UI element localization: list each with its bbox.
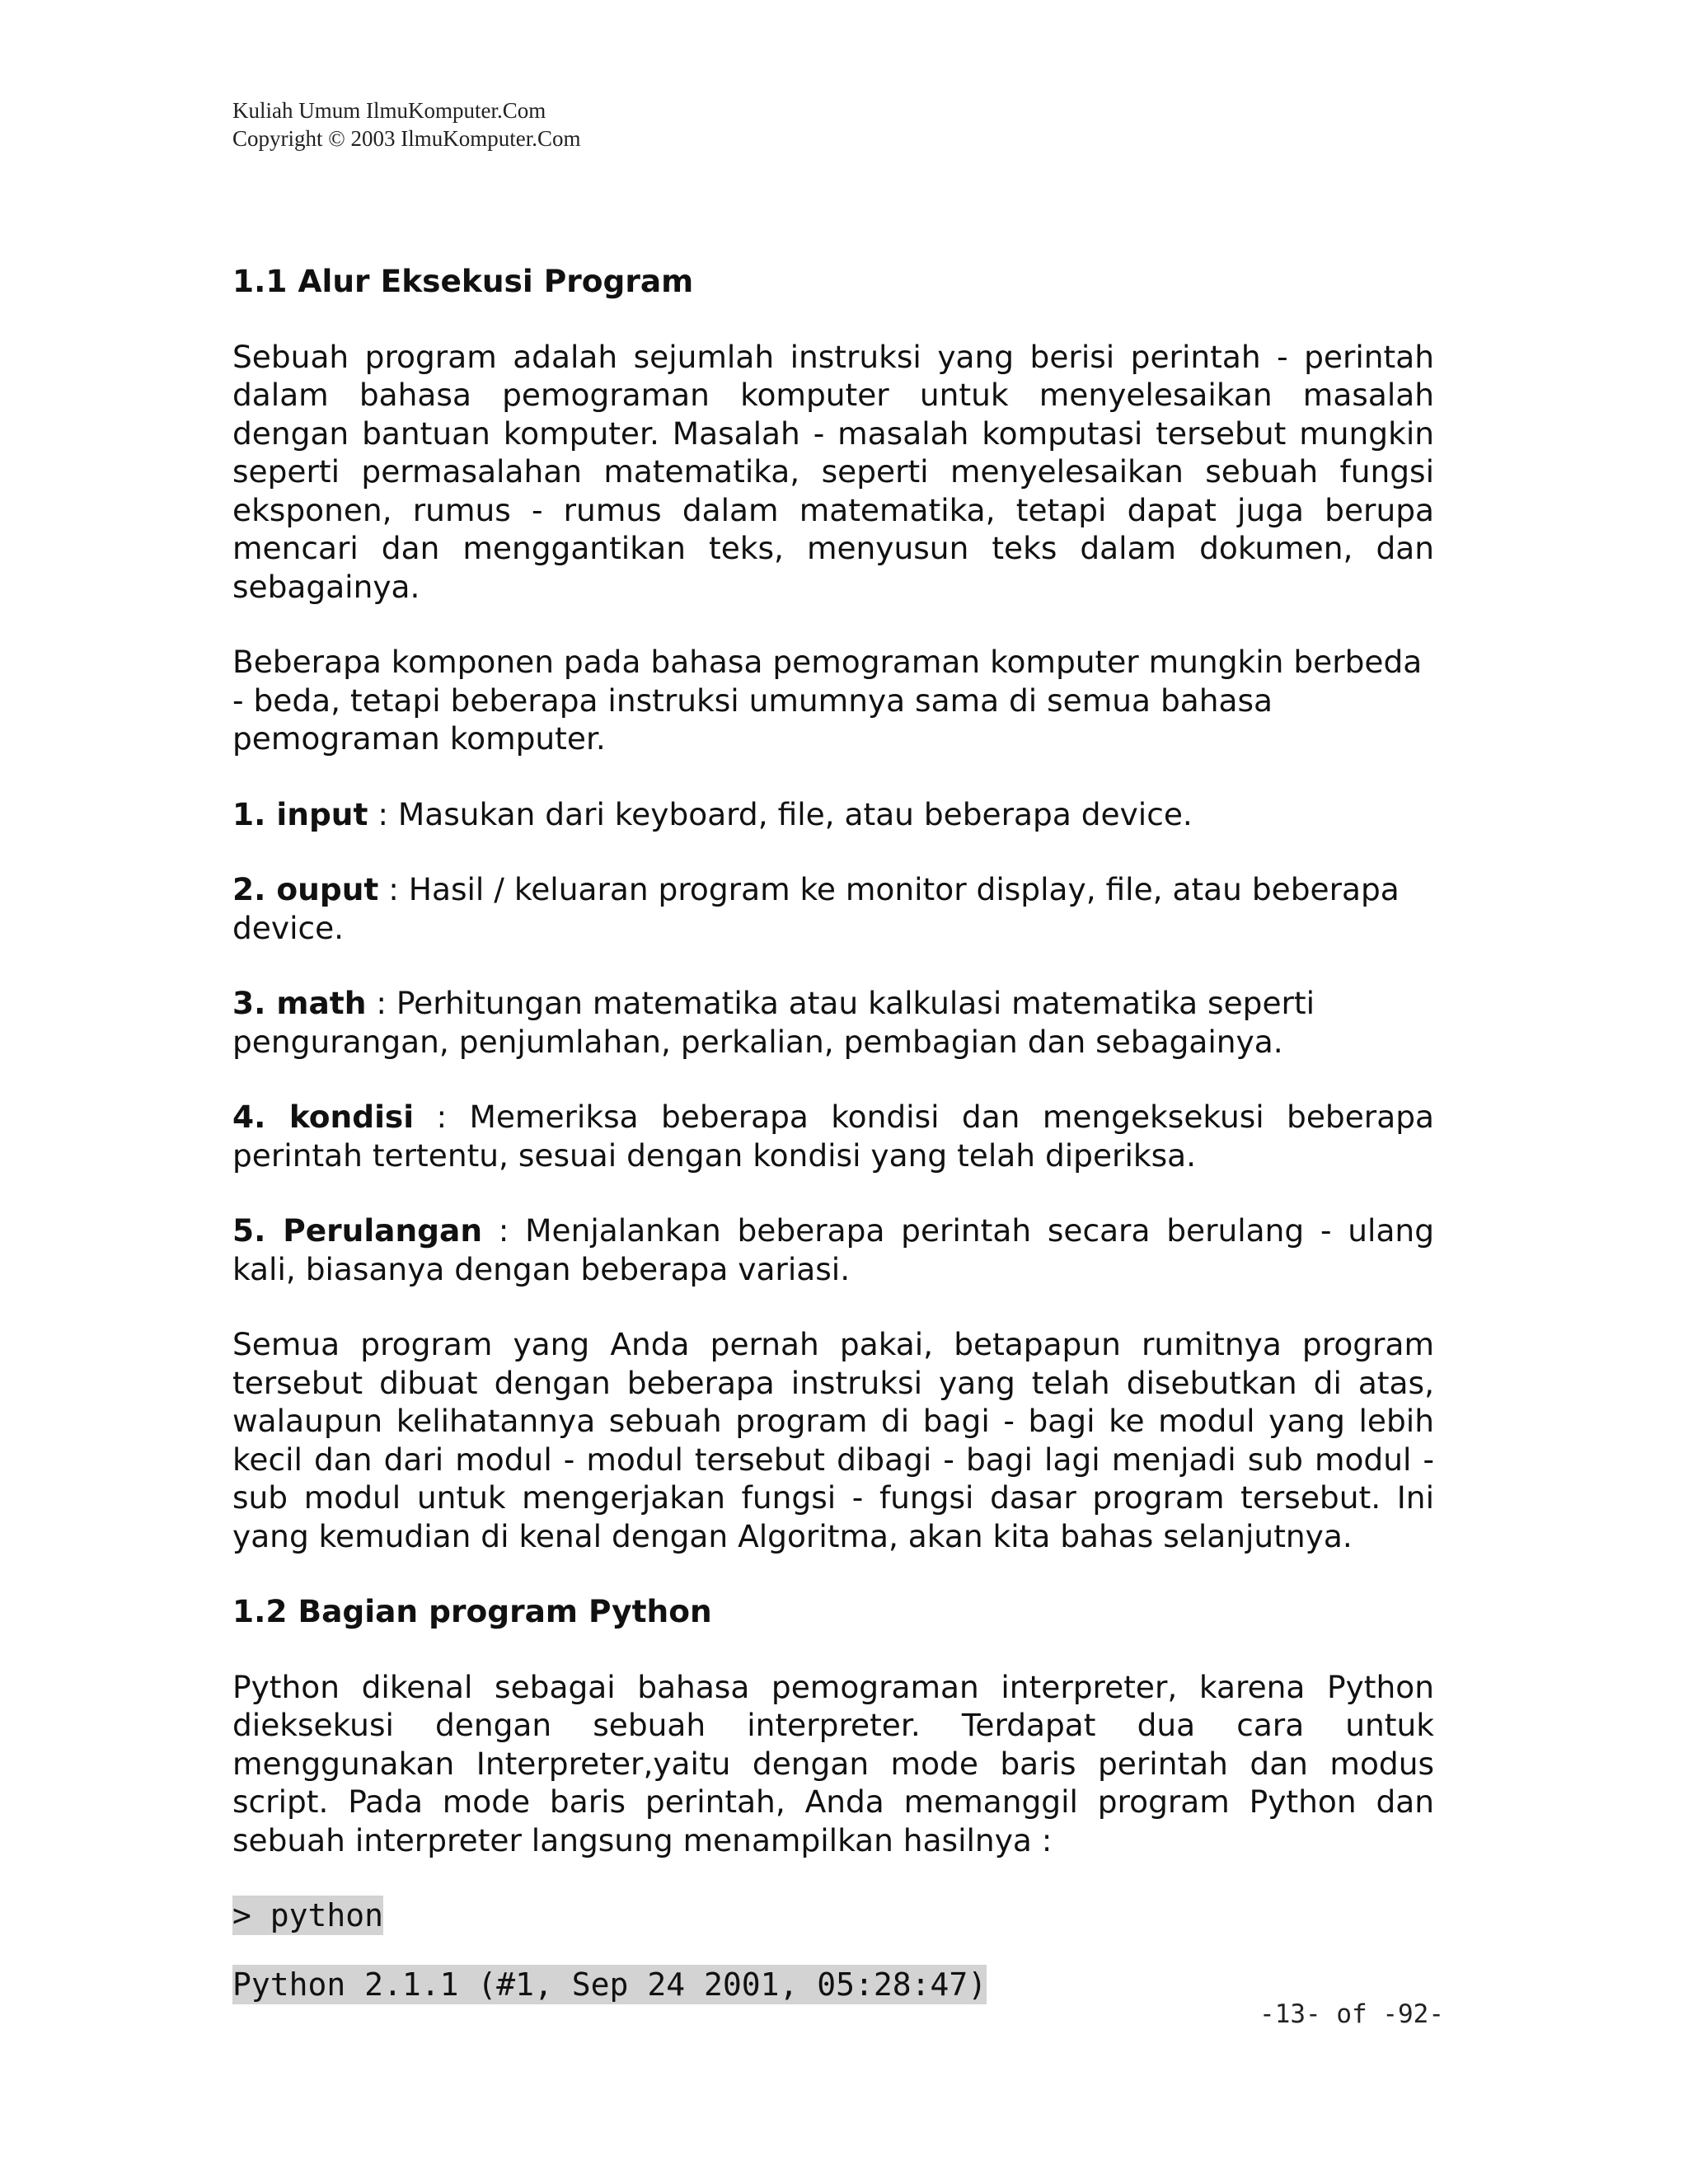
- list-item-desc: : Memeriksa beberapa kondisi dan mengeksekusi beberapa perintah tertentu, sesuai dengan kondisi yang telah diperiksa.: [232, 1099, 1434, 1174]
- list-item-desc: : Menjalankan beberapa perintah secara berulang - ulang kali, biasanya dengan beberapa variasi.: [232, 1212, 1435, 1287]
- section-heading-1-2: 1.2 Bagian program Python: [232, 1593, 712, 1629]
- page-number: -13- of -92-: [1259, 1999, 1444, 2029]
- page-content: [232, 262, 1434, 2035]
- list-item-desc: : Masukan dari keyboard, file, atau beberapa device.: [368, 795, 1193, 832]
- code-text: Python 2.1.1 (#1, Sep 24 2001, 05:28:47): [232, 1966, 987, 2003]
- paragraph-algoritma: Semua program yang Anda pernah pakai, betapapun rumitnya program tersebut dibuat dengan beberapa instruksi yang telah disebutkan di atas, walaupun kelihatannya sebuah program di bagi - bagi ke modul yang lebih kecil dan dari modul - modul tersebut dibagi - bagi lagi menjadi sub modul - sub modul untuk mengerjakan fungsi - fungsi dasar program tersebut. Ini yang kemudian di kenal dengan Algoritma, akan kita bahas selanjutnya.: [232, 1326, 1434, 1554]
- list-item-desc: : Hasil / keluaran program ke monitor display, file, atau beberapa device.: [232, 871, 1400, 946]
- list-item-term: 4. kondisi: [232, 1099, 415, 1135]
- paragraph-components: Beberapa komponen pada bahasa pemograman komputer mungkin berbeda - beda, tetapi beberapa instruksi umumnya sama di semua bahasa pemograman komputer.: [232, 644, 1423, 757]
- list-item-term: 5. Perulangan: [232, 1212, 483, 1249]
- header-line-2: Copyright © 2003 IlmuKomputer.Com: [232, 126, 581, 151]
- paragraph-intro: Sebuah program adalah sejumlah instruksi yang berisi perintah - perintah dalam bahasa pemograman komputer untuk menyelesaikan masalah dengan bantuan komputer. Masalah - masalah komputasi tersebut mungkin seperti permasalahan matematika, seperti menyelesaikan sebuah fungsi eksponen, rumus - rumus dalam matematika, tetapi dapat juga berupa mencari dan menggantikan teks, menyusun teks dalam dokumen, dan sebagainya.: [232, 338, 1434, 605]
- list-item-term: 2. ouput: [232, 871, 379, 907]
- section-heading-1-1: 1.1 Alur Eksekusi Program: [232, 263, 694, 299]
- list-item-term: 1. input: [232, 795, 368, 832]
- code-line-1: [232, 1896, 1434, 1934]
- list-item-input: [232, 795, 1434, 834]
- page-header: [232, 96, 581, 152]
- list-item-output: [232, 870, 1434, 947]
- code-line-2: [232, 1966, 1434, 2004]
- list-item-term: 3. math: [232, 985, 367, 1021]
- paragraph-python-interpreter: Python dikenal sebagai bahasa pemograman interpreter, karena Python dieksekusi dengan sebuah interpreter. Terdapat dua cara untuk menggunakan Interpreter,yaitu dengan mode baris perintah dan modus script. Pada mode baris perintah, Anda memanggil program Python dan sebuah interpreter langsung menampilkan hasilnya :: [232, 1668, 1434, 1858]
- code-text: > python: [232, 1897, 384, 1933]
- list-item-perulangan: [232, 1212, 1434, 1288]
- list-item-kondisi: [232, 1098, 1434, 1174]
- list-item-math: [232, 984, 1434, 1061]
- header-line-1: Kuliah Umum IlmuKomputer.Com: [232, 98, 546, 123]
- list-item-desc: : Perhitungan matematika atau kalkulasi matematika seperti pengurangan, penjumlahan, perkalian, pembagian dan sebagainya.: [232, 985, 1315, 1060]
